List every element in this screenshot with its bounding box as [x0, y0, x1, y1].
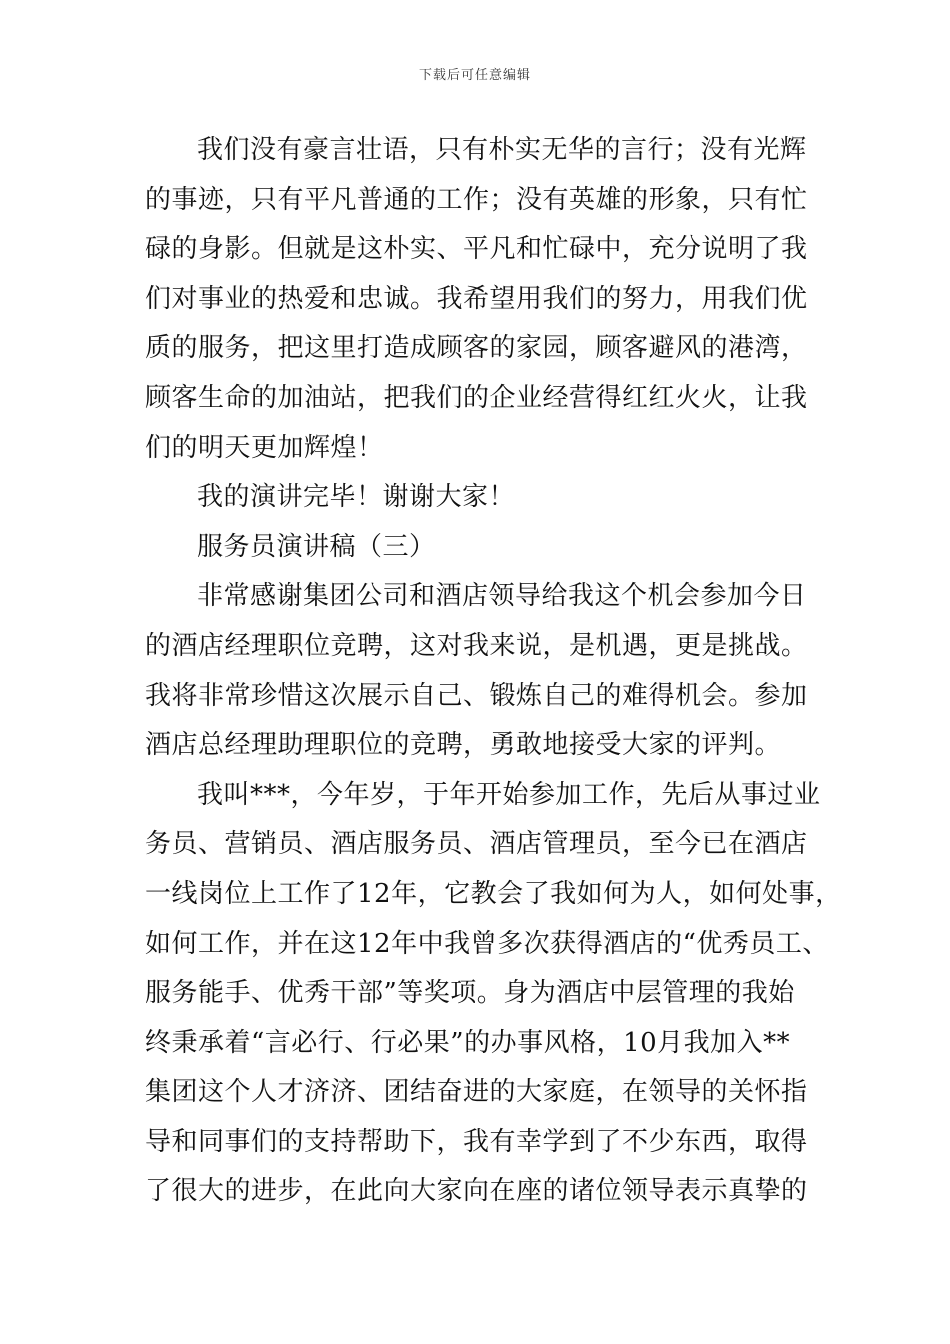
paragraph-line: 终秉承着“言必行、行必果”的办事风格，10月我加入** — [145, 1027, 791, 1058]
paragraph-line: 非常感谢集团公司和酒店领导给我这个机会参加今日 — [197, 581, 807, 612]
paragraph-line: 的酒店经理职位竞聘，这对我来说，是机遇，更是挑战。 — [145, 630, 808, 661]
paragraph-line: 我们没有豪言壮语，只有朴实无华的言行；没有光辉 — [197, 135, 807, 165]
paragraph-line: 质的服务，把这里打造成顾客的家园，顾客避风的港湾， — [145, 333, 808, 364]
paragraph-line: 了很大的进步，在此向大家向在座的诸位领导表示真挚的 — [145, 1176, 808, 1207]
paragraph-line: 服务能手、优秀干部”等奖项。身为酒店中层管理的我始 — [145, 978, 795, 1009]
paragraph-line: 导和同事们的支持帮助下，我有幸学到了不少东西，取得 — [145, 1126, 808, 1157]
paragraph-line: 如何工作，并在这12年中我曾多次获得酒店的“优秀员工、 — [145, 928, 829, 959]
paragraph-line: 我将非常珍惜这次展示自己、锻炼自己的难得机会。参加 — [145, 680, 808, 711]
paragraph-line: 们的明天更加辉煌！ — [145, 432, 384, 463]
document-body — [145, 126, 842, 1217]
paragraph-line: 酒店总经理助理职位的竞聘，勇敢地接受大家的评判。 — [145, 730, 782, 761]
paragraph-line: 集团这个人才济济、团结奋进的大家庭，在领导的关怀指 — [145, 1077, 808, 1108]
paragraph-line: 的事迹，只有平凡普通的工作；没有英雄的形象，只有忙 — [145, 184, 808, 215]
section-title: 服务员演讲稿（三） — [197, 531, 436, 562]
page-header-note: 下载后可任意编辑 — [418, 68, 531, 83]
paragraph-line: 一线岗位上工作了12年，它教会了我如何为人，如何处事， — [145, 878, 842, 909]
paragraph-line: 们对事业的热爱和忠诚。我希望用我们的努力，用我们优 — [145, 283, 808, 314]
paragraph-line: 务员、营销员、酒店服务员、酒店管理员，至今已在酒店 — [145, 829, 808, 860]
closing-line: 我的演讲完毕！谢谢大家！ — [197, 482, 516, 513]
paragraph-line: 顾客生命的加油站，把我们的企业经营得红红火火，让我 — [145, 382, 808, 413]
paragraph-line: 碌的身影。但就是这朴实、平凡和忙碌中，充分说明了我 — [145, 234, 808, 265]
paragraph-line: 我叫***，今年岁，于年开始参加工作，先后从事过业 — [197, 779, 821, 810]
